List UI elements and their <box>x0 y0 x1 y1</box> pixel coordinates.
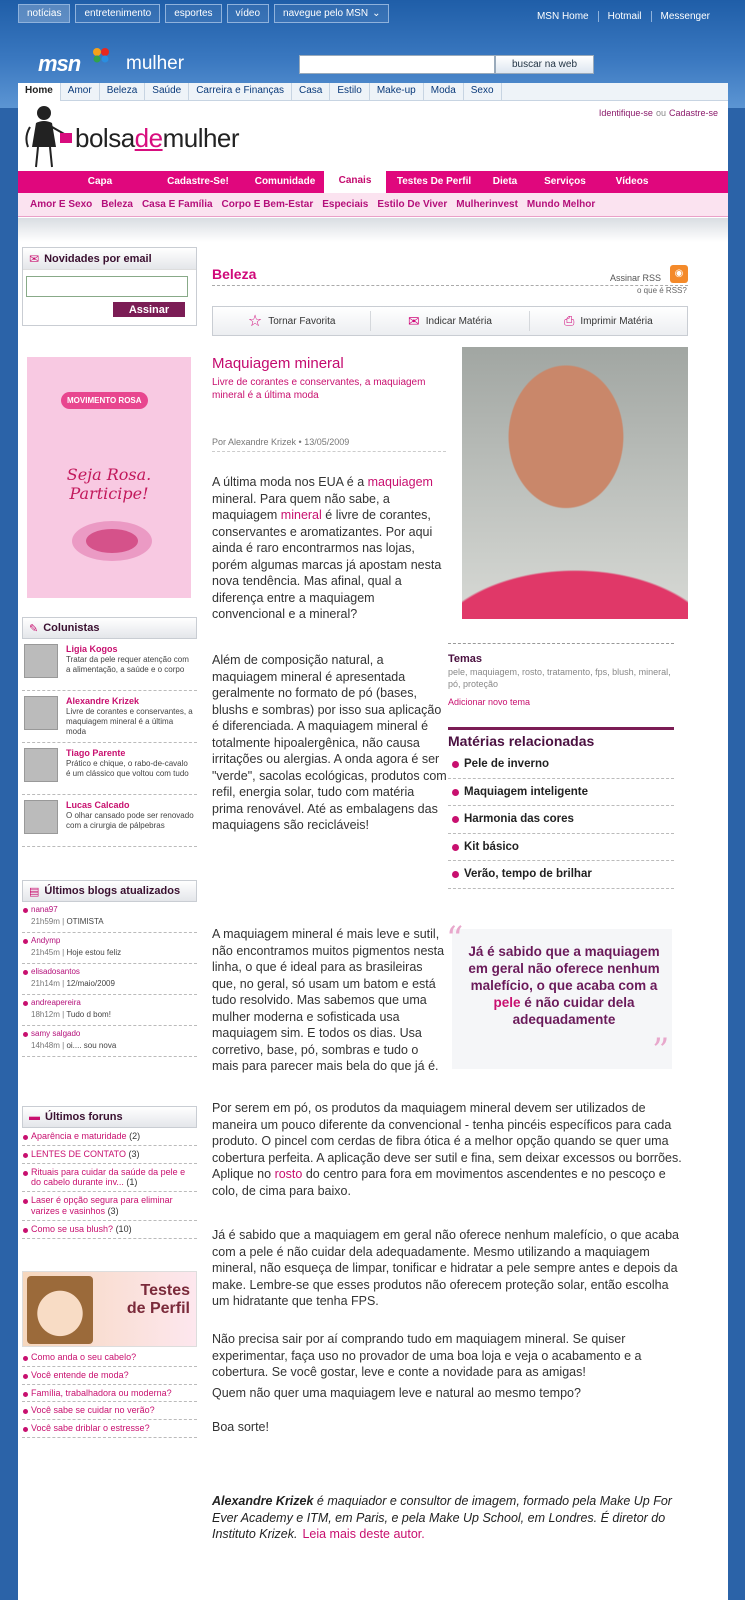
forum-title[interactable]: Aparência e maturidade <box>31 1131 127 1141</box>
colunistas-box <box>22 617 197 847</box>
article-title: Maquiagem mineral <box>212 355 344 372</box>
star-icon: ☆ <box>247 313 263 330</box>
testes-title-line2: de Perfil <box>126 1299 190 1317</box>
main-nav-servicos[interactable]: Serviços <box>544 176 586 187</box>
sub-nav-beleza[interactable]: Beleza <box>101 199 133 210</box>
msn-tab-navegue-label: navegue pelo MSN <box>283 8 369 19</box>
p4-text-a: Por serem em pó, os produtos da maquiagem mineral devem ser utilizados de maneira um pouco diferente da convencional - tenha pincéis específicos para cada produto. O pincel com cerdas de fibra ótica é a melhor opção quando se quer uma cobertura perfeita. A aplicação deve ser sutil e fina, sem deixar excessos ou borrões. Aplique no <box>212 1101 682 1181</box>
main-nav-spacer <box>18 171 50 193</box>
blog-icon: ▤ <box>29 885 40 898</box>
forum-title[interactable]: Rituais para cuidar da saúde da pele e do cabelo durante inv... <box>31 1166 186 1188</box>
msn-section-title: mulher <box>126 53 185 74</box>
site-header <box>18 103 728 171</box>
msn-home-link[interactable]: MSN Home <box>536 11 589 22</box>
blog-user[interactable]: elisadosantos <box>31 967 80 976</box>
mulher-nav-estilo[interactable]: Estilo <box>330 83 369 101</box>
sub-nav-corpo[interactable]: Corpo E Bem-Estar <box>221 199 314 210</box>
author-bio-text: é maquiador e consultor de imagem, formado pela Make Up For Ever Academy e ITM, em Paris, e pela Make Up School, em Londres. É diretor do Instituto Krizek. <box>212 1494 672 1541</box>
msn-tab-navegue[interactable] <box>274 4 389 23</box>
blog-item[interactable] <box>22 1026 197 1057</box>
hotmail-link[interactable]: Hotmail <box>598 11 651 22</box>
section-title: Beleza <box>212 266 257 282</box>
quote-text-a: Já é sabido que a maquiagem em geral não oferece nenhum malefício, o que acaba com a <box>468 944 660 993</box>
close-quote-icon: ” <box>652 1031 670 1071</box>
blog-item[interactable] <box>22 933 197 964</box>
forum-count: (2) <box>129 1131 141 1141</box>
author-more-link[interactable]: Leia mais deste autor. <box>302 1527 425 1541</box>
teste-item[interactable]: Você sabe se cuidar no verão? <box>22 1402 197 1420</box>
movimento-rosa-banner[interactable] <box>27 357 191 598</box>
testes-list <box>22 1349 197 1438</box>
byline-divider <box>212 451 446 452</box>
sub-nav-especiais[interactable]: Especiais <box>322 199 369 210</box>
favorite-label: Tornar Favorita <box>268 315 336 327</box>
p4-text-b: do centro para fora em movimentos ascendentes e no pescoço e colo, de cima para baixo. <box>212 1167 666 1198</box>
rss-icon[interactable]: ◉ <box>670 265 688 283</box>
article-paragraph <box>212 1100 688 1199</box>
newsletter-header <box>23 248 196 270</box>
sub-nav-estilo[interactable]: Estilo De Viver <box>377 199 448 210</box>
main-nav-videos[interactable]: Vídeos <box>615 176 649 187</box>
blog-item[interactable] <box>22 964 197 995</box>
print-button[interactable] <box>529 311 687 331</box>
envelope-icon: ✉ <box>408 312 420 329</box>
forum-icon: ▬ <box>29 1111 40 1123</box>
article-paragraph: Quem não quer uma maquiagem leve e natural ao mesmo tempo? <box>212 1386 581 1400</box>
article-paragraph: Além de composição natural, a maquiagem mineral é apresentada geralmente no formato de pó (bases, blushs e sombras) por isso sua aplicação é diferenciada. A maquiagem mineral é totalmente hipoalergênica, não causa irritações ou alergias. A onda agora é ser "verde", sacolas ecológicas, produtos com refil, energia solar, tudo com matéria prima renovável. Até as embalagens das maquiagens são recicláveis! <box>212 653 447 832</box>
blog-item[interactable] <box>22 902 197 933</box>
msn-tab-video[interactable]: vídeo <box>227 4 269 23</box>
mulher-nav-beleza[interactable]: Beleza <box>100 83 146 101</box>
blog-time: 21h59m <box>31 917 60 926</box>
search-button[interactable]: buscar na web <box>495 55 594 74</box>
article-paragraph <box>212 926 688 1076</box>
login-links <box>599 108 718 118</box>
msn-nav <box>18 4 389 23</box>
banner-text: Seja Rosa. Participe! <box>66 465 152 503</box>
login-ou: ou <box>655 108 666 118</box>
author-name: Alexandre Krizek <box>212 1494 314 1508</box>
blog-user[interactable]: andreapereira <box>31 998 81 1007</box>
forum-count: (3) <box>107 1205 119 1216</box>
forum-count: (10) <box>115 1223 132 1234</box>
mulher-nav-moda[interactable]: Moda <box>424 83 464 101</box>
logo-text-de: de <box>134 123 163 153</box>
related-item[interactable]: Verão, tempo de brilhar <box>448 861 674 889</box>
blog-meta: 21h59m | OTIMISTA <box>31 917 104 926</box>
colunista-name[interactable]: Ligia Kogos <box>66 644 118 654</box>
colunistas-title: Colunistas <box>43 622 100 634</box>
blogs-header <box>22 880 197 902</box>
blogs-title: Últimos blogs atualizados <box>44 885 181 897</box>
print-label: Imprimir Matéria <box>580 315 653 327</box>
colunista-name[interactable]: Alexandre Krizek <box>66 696 140 706</box>
chevron-down-icon: ⌄ <box>372 8 381 19</box>
forum-item[interactable] <box>22 1128 197 1146</box>
mulher-nav-casa[interactable]: Casa <box>292 83 330 101</box>
blog-user[interactable]: samy salgado <box>31 1029 81 1038</box>
forum-title[interactable]: Como se usa blush? <box>31 1223 114 1234</box>
pele-link[interactable]: pele <box>493 995 521 1010</box>
avatar <box>24 748 58 782</box>
sub-nav <box>18 193 728 217</box>
logo-text-pre: bolsa <box>75 123 135 153</box>
blog-meta: 21h45m | Hoje estou feliz <box>31 948 122 957</box>
msn-links <box>528 11 719 22</box>
newsletter-box <box>22 247 197 326</box>
article-byline: Por Alexandre Krizek • 13/05/2009 <box>212 437 350 447</box>
title-divider <box>212 285 688 286</box>
avatar <box>24 644 58 678</box>
related-title: Matérias relacionadas <box>448 733 595 749</box>
newsletter-email-input[interactable] <box>26 276 188 297</box>
main-nav-capa[interactable]: Capa <box>87 176 113 187</box>
main-nav-dieta[interactable]: Dieta <box>492 176 518 187</box>
related-item[interactable]: Pele de inverno <box>448 751 674 779</box>
blog-meta: 14h48m | oi.... sou nova <box>31 1041 117 1050</box>
share-button[interactable] <box>370 311 528 331</box>
rosto-link[interactable]: rosto <box>274 1167 303 1181</box>
quote-text-b: é não cuidar dela adequadamente <box>512 995 635 1027</box>
testes-perfil-banner[interactable] <box>22 1271 197 1347</box>
avatar <box>24 696 58 730</box>
article-paragraph <box>212 474 448 623</box>
mulher-nav <box>18 83 728 101</box>
newsletter-subscribe-button[interactable]: Assinar <box>113 302 185 317</box>
author-bio <box>212 1493 698 1543</box>
login-link[interactable]: Identifique-se <box>598 108 653 118</box>
pencil-icon: ✎ <box>29 622 39 635</box>
blog-title[interactable]: 12/maio/2009 <box>66 979 115 988</box>
newsletter-title: Novidades por email <box>44 252 152 265</box>
blog-time: 14h48m <box>31 1041 60 1050</box>
msn-tab-entretenimento[interactable]: entretenimento <box>75 4 160 23</box>
register-link[interactable]: Cadastre-se <box>668 108 718 118</box>
messenger-link[interactable]: Messenger <box>651 11 719 22</box>
article-paragraph: Já é sabido que a maquiagem em geral não oferece nenhum malefício, o que acaba com a pele é não cuidar dela adequadamente. Mesmo utilizando a maquiagem mineral, não esqueça de limpar, tonificar e hidratar a pele sempre antes e depois da make. Lembre-se que esses produtos não oferecem proteção solar, então escolha um hidratante que tenha FPS. <box>212 1228 679 1308</box>
blog-title[interactable]: Tudo d bom! <box>66 1010 111 1019</box>
blog-time: 18h12m <box>31 1010 60 1019</box>
article-paragraph: Não precisa sair por aí comprando tudo em maquiagem mineral. Se quiser experimentar, faça uso no provador de uma boa loja e veja o acabamento e a cobertura. Se você gostar, leve e conte a novidade para as amigas! <box>212 1332 642 1379</box>
main-nav-comunidade[interactable]: Comunidade <box>254 176 316 187</box>
msn-butterfly-icon <box>92 47 110 63</box>
forum-count: (1) <box>126 1177 138 1188</box>
envelope-icon: ✉ <box>29 251 40 266</box>
mulher-nav-saude[interactable]: Saúde <box>145 83 189 101</box>
article-subtitle: Livre de corantes e conservantes, a maquiagem mineral é a última moda <box>212 377 426 401</box>
msn-tab-esportes[interactable]: esportes <box>165 4 221 23</box>
blog-time: 21h45m <box>31 948 60 957</box>
related-item[interactable]: Kit básico <box>448 834 674 862</box>
msn-tab-noticias[interactable]: notícias <box>18 4 70 23</box>
forum-item[interactable] <box>22 1221 197 1239</box>
forum-item[interactable] <box>22 1192 197 1221</box>
p3-text: A maquiagem mineral é mais leve e sutil, não encontramos muitos pigmentos nesta linha, o que é ideal para as brasileiras que, no geral, só usam um batom e está tudo resolvido. Mas sabemos que uma mulher moderna e sofisticada usa maquiagem sim. E todos os dias. Usa corretivo, base, pó, sombras e tudo o mais para parecer mais bela do que já é. <box>212 927 445 1073</box>
temas-title: Temas <box>448 653 483 665</box>
foruns-header <box>22 1106 197 1128</box>
related-item[interactable]: Maquiagem inteligente <box>448 779 674 807</box>
article-paragraph: Boa sorte! <box>212 1420 269 1434</box>
main-nav <box>18 171 728 193</box>
teste-item[interactable]: Como anda o seu cabelo? <box>22 1349 197 1367</box>
related-item[interactable]: Harmonia das cores <box>448 806 674 834</box>
blog-user[interactable]: nana97 <box>31 905 58 914</box>
forum-title[interactable]: LENTES DE CONTATO <box>31 1148 127 1159</box>
blog-time: 21h14m <box>31 979 60 988</box>
mulher-nav-makeup[interactable]: Make-up <box>370 83 424 101</box>
teste-item[interactable]: Família, trabalhadora ou moderna? <box>22 1385 197 1403</box>
mulher-nav-amor[interactable]: Amor <box>61 83 100 101</box>
rss-subscribe-link[interactable]: Assinar RSS <box>610 273 662 283</box>
open-quote-icon: “ <box>446 919 464 959</box>
temas-divider <box>448 643 674 644</box>
p1-text-b: mineral. Para quem não sabe, a maquiagem <box>212 491 390 522</box>
msn-logo[interactable]: msn <box>38 51 81 76</box>
site-logo[interactable] <box>75 123 239 154</box>
teste-item[interactable]: Você sabe driblar o estresse? <box>22 1420 197 1438</box>
quote-float-spacer <box>448 926 688 1076</box>
sub-nav-mulherinvest[interactable]: Mulherinvest <box>456 199 518 210</box>
printer-icon: ⎙ <box>564 313 575 328</box>
mulher-nav-carreira[interactable]: Carreira e Finanças <box>189 83 292 101</box>
colunista-item[interactable] <box>22 639 197 691</box>
teste-item[interactable]: Você entende de moda? <box>22 1367 197 1385</box>
foruns-title: Últimos foruns <box>45 1111 123 1123</box>
mulher-nav-home[interactable]: Home <box>18 83 61 101</box>
blog-meta: 21h14m | 12/maio/2009 <box>31 979 115 988</box>
favorite-button[interactable] <box>213 311 370 331</box>
colunista-desc: Livre de corantes e conservantes, a maquiagem mineral é a última moda <box>66 707 193 736</box>
colunista-name[interactable]: Tiago Parente <box>66 748 126 758</box>
add-tag-link[interactable]: Adicionar novo tema <box>448 697 531 707</box>
blog-item[interactable] <box>22 995 197 1026</box>
avatar <box>24 800 58 834</box>
forum-item[interactable] <box>22 1146 197 1164</box>
blog-meta: 18h12m | Tudo d bom! <box>31 1010 111 1019</box>
article-toolbar <box>212 306 688 336</box>
forum-title[interactable]: Laser é opção segura para eliminar varizes e vasinhos <box>31 1195 173 1216</box>
sub-nav-mundo[interactable]: Mundo Melhor <box>526 199 596 210</box>
main-nav-canais[interactable]: Canais <box>324 167 386 193</box>
forum-item[interactable] <box>22 1164 197 1193</box>
foruns-box <box>22 1106 197 1239</box>
blog-title[interactable]: oi.... sou nova <box>66 1041 117 1050</box>
colunista-item[interactable] <box>22 743 197 795</box>
colunista-item[interactable] <box>22 691 197 743</box>
colunista-item[interactable] <box>22 795 197 847</box>
p1-text-a: A última moda nos EUA é a <box>212 475 368 489</box>
mulher-nav-sexo[interactable]: Sexo <box>464 83 502 101</box>
forum-count: (3) <box>128 1148 140 1159</box>
header-divider <box>18 218 728 242</box>
rss-help-link[interactable]: o que é RSS? <box>637 286 687 295</box>
colunista-desc: Prático e chique, o rabo-de-cavalo é um clássico que voltou com tudo <box>66 759 189 778</box>
woman-silhouette-icon <box>22 103 74 169</box>
testes-title-line1: Testes <box>140 1282 190 1299</box>
maquiagem-link[interactable]: maquiagem <box>367 475 433 489</box>
colunista-name[interactable]: Lucas Calcado <box>66 800 130 810</box>
main-nav-cadastre[interactable]: Cadastre-Se! <box>167 176 229 187</box>
colunista-desc: Tratar da pele requer atenção com a alimentação, a saúde e o corpo <box>66 655 189 674</box>
main-nav-testes[interactable]: Testes De Perfil <box>396 176 472 187</box>
sub-nav-casa[interactable]: Casa E Família <box>141 199 213 210</box>
blog-user[interactable]: Andymp <box>31 936 61 945</box>
colunista-desc: O olhar cansado pode ser renovado com a cirurgia de pálpebras <box>66 811 194 830</box>
smiling-woman-image <box>27 1276 93 1344</box>
banner-logo: MOVIMENTO ROSA <box>61 392 148 409</box>
page-container <box>18 83 728 1600</box>
blogs-box <box>22 880 197 1057</box>
related-list <box>448 751 674 889</box>
related-divider <box>448 727 674 730</box>
p1-text-c: é livre de corantes, conservantes e aromatizantes. Por aqui ainda é raro encontrarmos nas lojas, porém algumas marcas já apostam nesta nova tendência. Mas afinal, qual a diferença entre a maquiagem convencional e a mineral? <box>212 508 442 621</box>
blog-title[interactable]: OTIMISTA <box>66 917 104 926</box>
logo-text-post: mulher <box>162 123 240 153</box>
mineral-link[interactable]: mineral <box>280 508 322 522</box>
temas-list[interactable]: pele, maquiagem, rosto, tratamento, fps, blush, mineral, pó, proteção <box>448 667 671 689</box>
colunistas-header <box>22 617 197 639</box>
banner-decoration-icon <box>67 515 157 567</box>
share-label: Indicar Matéria <box>425 315 492 327</box>
testes-banner-title <box>127 1282 190 1317</box>
sub-nav-amor[interactable]: Amor E Sexo <box>30 199 93 210</box>
search-input[interactable] <box>299 55 495 74</box>
author-photo <box>462 347 688 619</box>
blog-title[interactable]: Hoje estou feliz <box>66 948 122 957</box>
